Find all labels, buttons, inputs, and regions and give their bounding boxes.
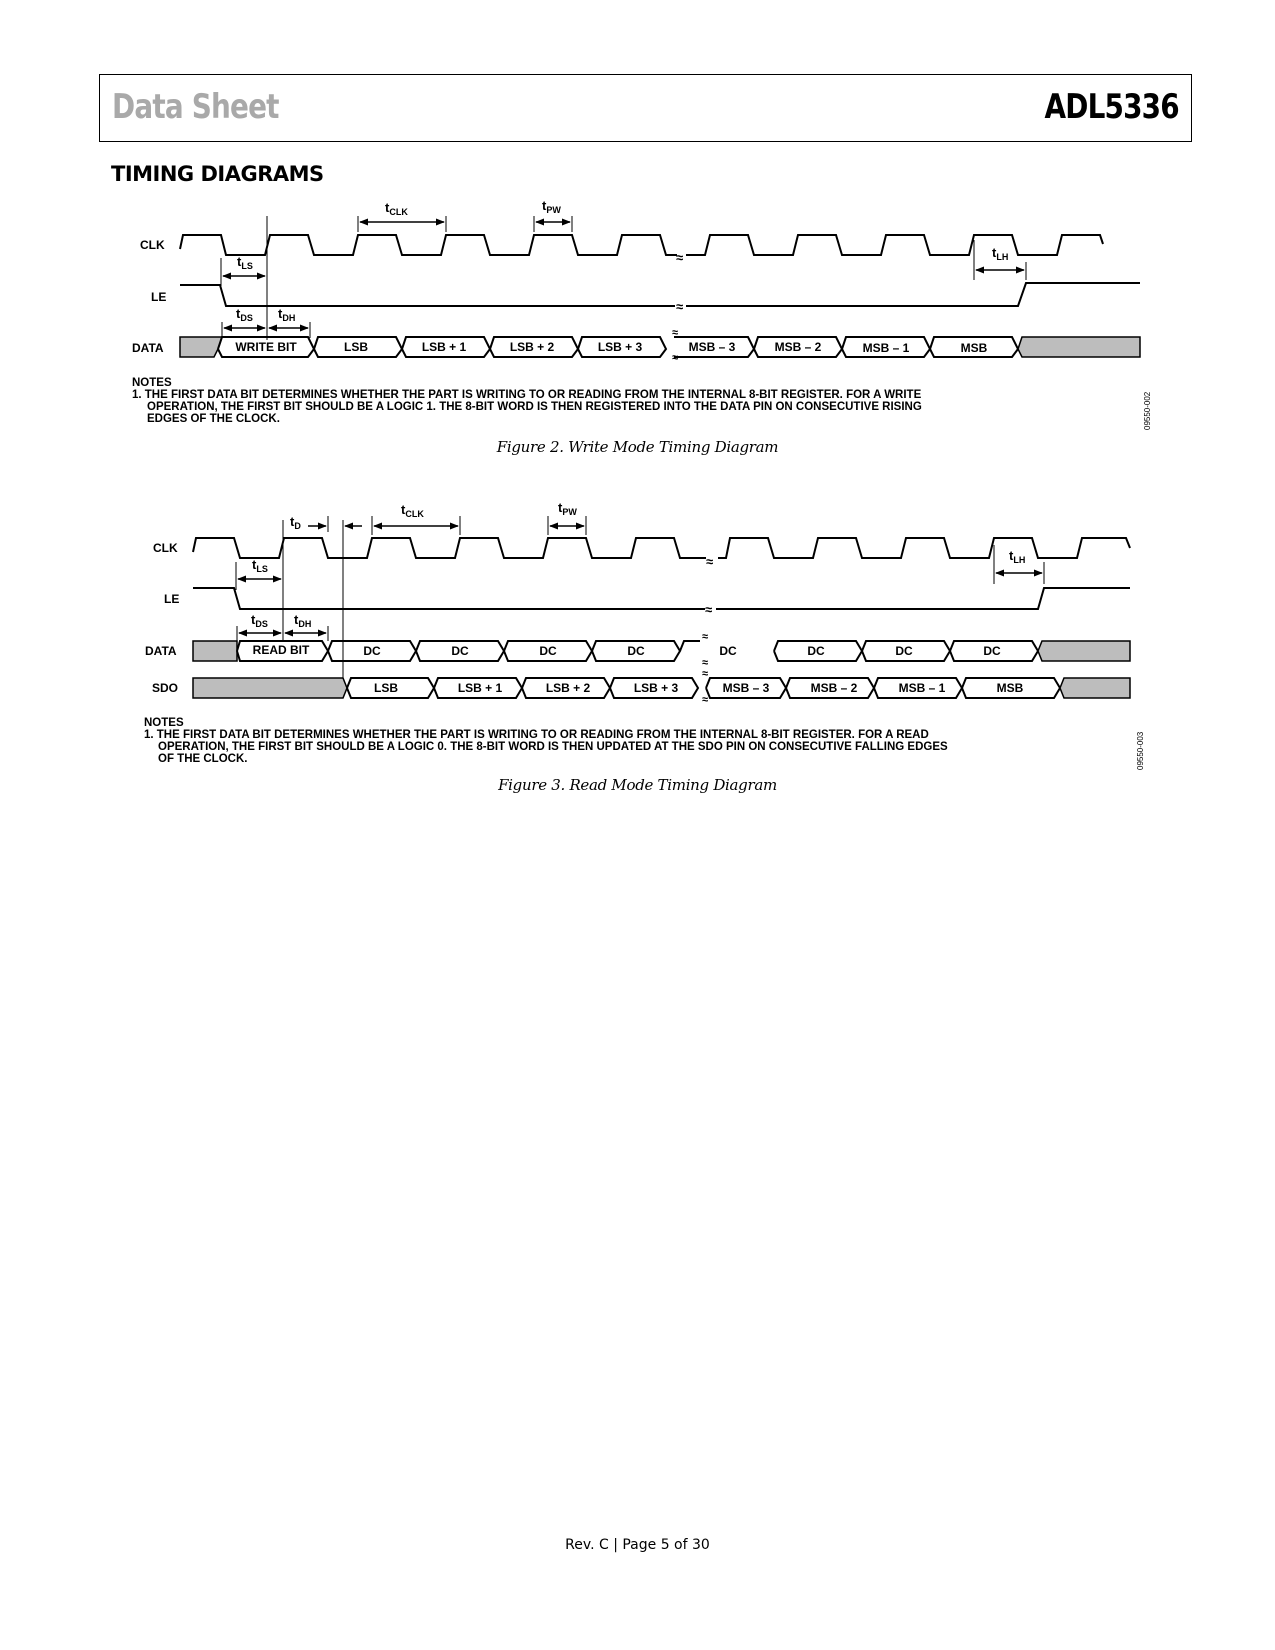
svg-text:tDH: $t_{DH}$ [294,612,312,629]
sdo-cell-6: MSB – 2 [810,681,858,695]
notes-title: NOTES [132,377,172,389]
svg-text:tLS: $t_{LS}$ [237,254,253,271]
clk-label: CLK [153,541,178,555]
clk-waveform [193,538,1130,558]
svg-text:tCLK: $t_{CLK}$ [385,200,408,217]
svg-text:tDS: $t_{DS}$ [236,306,253,323]
figure-code: 09550-002 [1143,391,1152,430]
figure-3-caption: Figure 3. Read Mode Timing Diagram [498,776,777,794]
header-doc-type: Data Sheet [112,87,279,127]
svg-text:tPW: $t_{PW}$ [542,198,561,215]
tds-annotation [222,306,265,338]
tpw-annotation [534,198,572,232]
le-break-mark: ≈ [676,299,684,314]
tpw-annotation [548,500,586,535]
svg-text:tDH: $t_{DH}$ [278,306,296,323]
section-title: TIMING DIAGRAMS [111,162,324,186]
sdo-cell-1: LSB [374,681,398,695]
tclk-annotation [372,502,460,535]
data-cell-6: MSB – 3 [688,340,736,354]
sdo-cell-7: MSB – 1 [898,681,946,695]
notes-line-3: EDGES OF THE CLOCK. [147,413,280,425]
tclk-annotation [358,200,446,232]
svg-text:≈: ≈ [702,631,709,643]
data-cell-1: WRITE BIT [235,340,297,354]
data-cell-9: DC [983,644,1001,658]
header-part-number: ADL5336 [1044,87,1179,127]
svg-text:≈: ≈ [672,327,679,339]
le-label: LE [151,290,167,304]
le-waveform [180,283,1140,306]
data-cell-6: DC [719,644,737,658]
svg-text:≈: ≈ [702,668,709,680]
sdo-label: SDO [152,681,179,695]
le-label: LE [164,592,180,606]
clk-break-mark: ≈ [676,250,684,265]
notes-line-1: 1. THE FIRST DATA BIT DETERMINES WHETHER THE PART IS WRITING TO OR READING FROM THE INTERNAL 8-BIT REGISTER. FOR A READ [144,729,929,741]
data-cell-2: DC [363,644,381,658]
data-cell-3: LSB + 1 [421,340,467,354]
data-cell-8: DC [895,644,913,658]
data-cell-4: LSB + 2 [509,340,555,354]
svg-text:tLS: $t_{LS}$ [252,557,268,574]
le-waveform [193,588,1130,609]
svg-text:tPW: $t_{PW}$ [558,500,577,517]
figure-2-caption: Figure 2. Write Mode Timing Diagram [496,438,779,456]
tds-annotation [237,612,281,641]
figure-code: 09550-003 [1136,731,1145,770]
svg-text:≈: ≈ [672,352,679,364]
clk-break-mark: ≈ [706,554,714,569]
svg-text:tDS: $t_{DS}$ [251,612,268,629]
clk-waveform [180,235,1103,255]
data-cell-4: DC [539,644,557,658]
data-cell-7: MSB – 2 [774,340,822,354]
data-cell-8: MSB – 1 [862,341,910,355]
data-label: DATA [132,341,164,355]
data-cell-9: MSB [960,341,988,355]
data-cell-5: LSB + 3 [597,340,643,354]
sdo-cell-2: LSB + 1 [457,681,503,695]
svg-text:tCLK: $t_{CLK}$ [401,502,424,519]
svg-text:tLH: $t_{LH}$ [992,245,1009,262]
data-label: DATA [145,644,177,658]
data-cell-2: LSB [344,340,368,354]
data-bus [180,327,1140,364]
svg-text:tLH: $t_{LH}$ [1009,548,1026,565]
svg-text:≈: ≈ [702,694,709,706]
data-cell-1: READ BIT [252,643,310,657]
tls-annotation [221,254,265,286]
sdo-cell-5: MSB – 3 [722,681,770,695]
svg-text:≈: ≈ [702,657,709,669]
svg-text:tD: $t_D$ [290,514,301,531]
page-footer: Rev. C | Page 5 of 30 [565,1537,710,1553]
tlh-annotation [974,240,1026,280]
notes-line-1: 1. THE FIRST DATA BIT DETERMINES WHETHER THE PART IS WRITING TO OR READING FROM THE INTERNAL 8-BIT REGISTER. FOR A WRITE [132,389,922,401]
sdo-cell-8: MSB [996,681,1024,695]
notes-line-2: OPERATION, THE FIRST BIT SHOULD BE A LOGIC 1. THE 8-BIT WORD IS THEN REGISTERED INTO THE DATA PIN ON CONSECUTIVE RISING [147,401,922,413]
tdh-annotation [285,612,328,641]
notes-line-2: OPERATION, THE FIRST BIT SHOULD BE A LOGIC 0. THE 8-BIT WORD IS THEN UPDATED AT THE SDO PIN ON CONSECUTIVE FALLING EDGES [158,741,948,753]
sdo-cell-3: LSB + 2 [545,681,591,695]
data-cell-3: DC [451,644,469,658]
td-annotation [290,514,362,532]
write-timing-diagram [0,0,1275,440]
tls-annotation [236,557,281,590]
sdo-cell-4: LSB + 3 [633,681,679,695]
clk-label: CLK [140,238,165,252]
data-cell-5: DC [627,644,645,658]
le-break-mark: ≈ [705,602,713,617]
notes-title: NOTES [144,717,184,729]
read-timing-diagram [0,490,1275,820]
notes-line-3: OF THE CLOCK. [158,753,248,765]
data-cell-7: DC [807,644,825,658]
tdh-annotation [269,306,310,338]
